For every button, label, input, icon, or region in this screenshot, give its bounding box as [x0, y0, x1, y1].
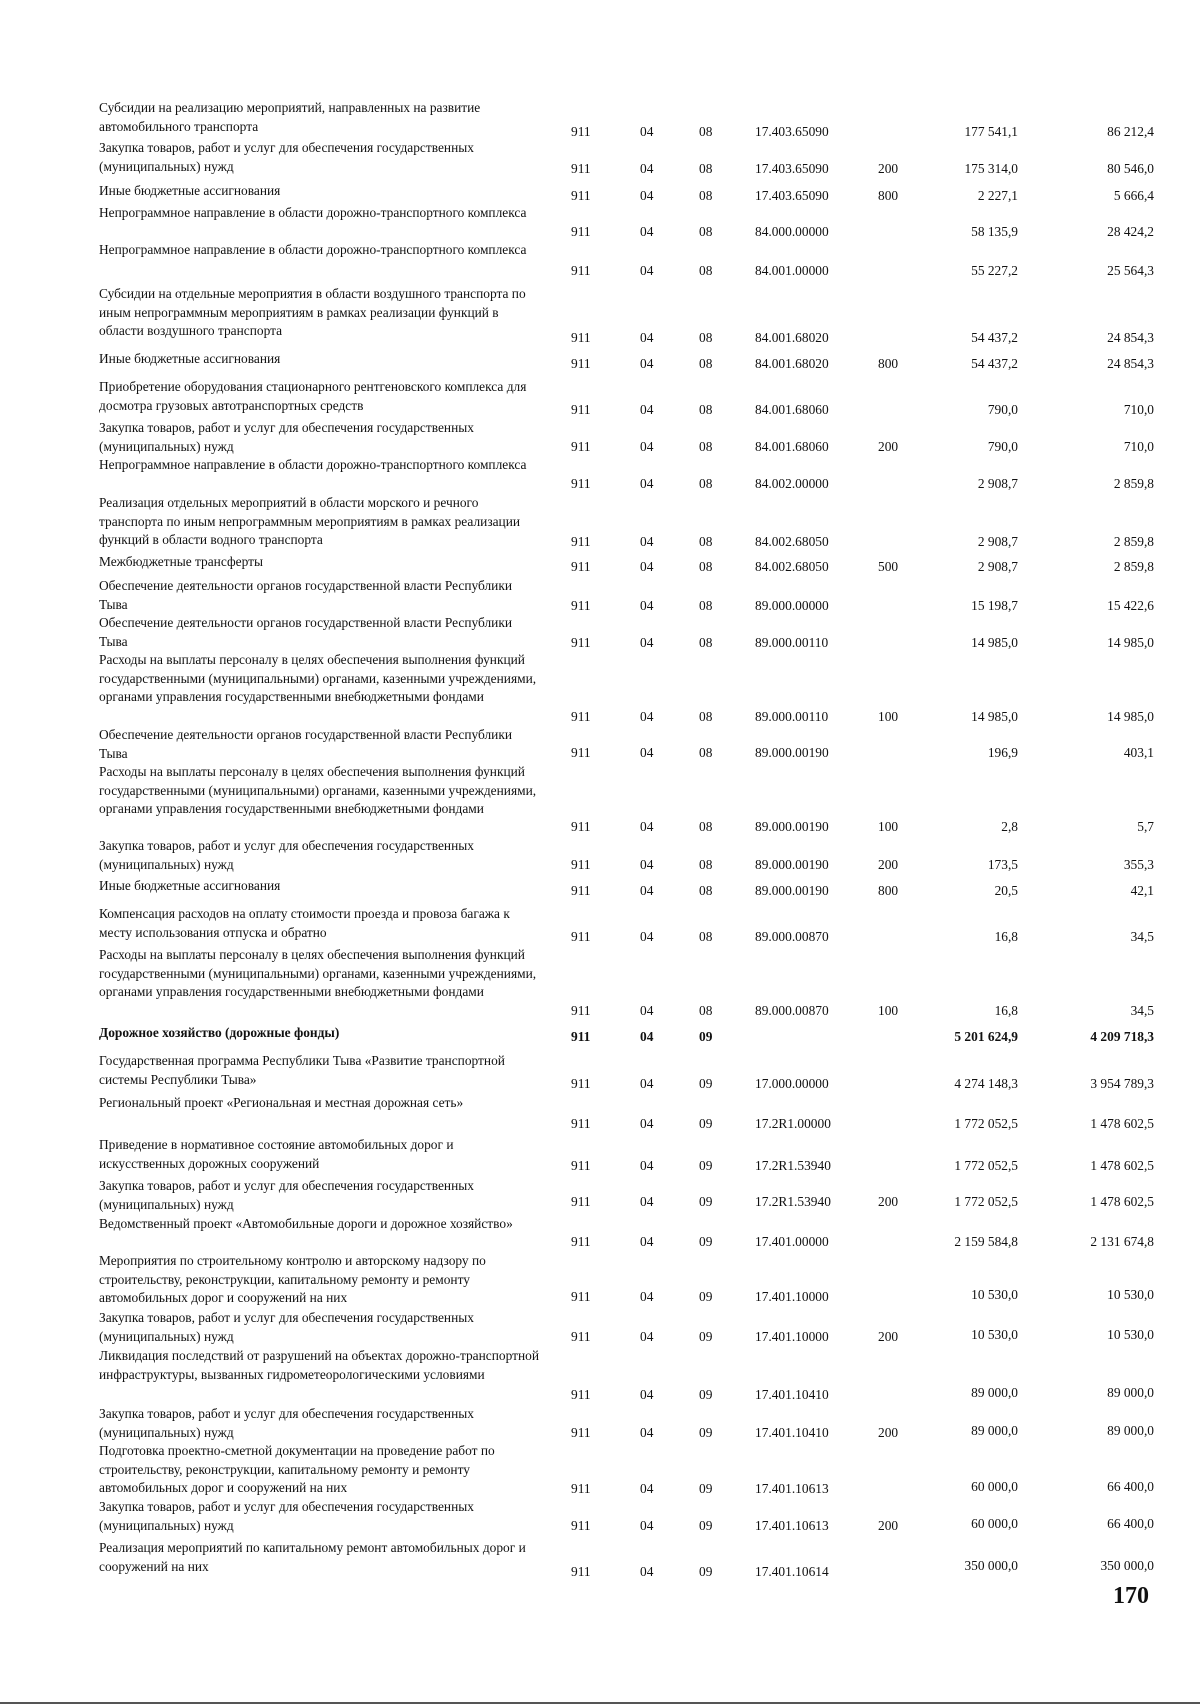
row-ved: 911 [571, 330, 591, 345]
row-ved: 911 [571, 1116, 591, 1131]
row-sum2: 15 422,6 [1107, 598, 1154, 613]
row-rz: 04 [640, 1518, 654, 1533]
row-ved: 911 [571, 929, 591, 944]
row-sum2: 1 478 602,5 [1090, 1194, 1154, 1209]
row-sum2: 2 859,8 [1113, 534, 1154, 549]
row-cs: 84.002.68050 [755, 534, 829, 549]
row-name: Закупка товаров, работ и услуг для обеспечения государственных (муниципальных) нужд [99, 1406, 474, 1440]
row-name: Межбюджетные трансферты [99, 554, 263, 569]
row-vr: 800 [878, 883, 899, 898]
row-rz: 04 [640, 263, 654, 278]
row-pr: 08 [699, 224, 713, 239]
row-pr: 08 [699, 598, 713, 613]
row-ved: 911 [571, 224, 591, 239]
row-pr: 08 [699, 635, 713, 650]
row-cs: 84.001.68020 [755, 330, 829, 345]
row-ved: 911 [571, 1518, 591, 1533]
row-pr: 09 [699, 1194, 713, 1209]
row-sum2: 1 478 602,5 [1090, 1116, 1154, 1131]
row-rz: 04 [640, 598, 654, 613]
row-ved: 911 [571, 161, 591, 176]
row-vr: 200 [878, 1518, 899, 1533]
row-pr: 08 [699, 559, 713, 574]
row-rz: 04 [640, 476, 654, 491]
row-sum1: 1 772 052,5 [954, 1116, 1018, 1131]
row-rz: 04 [640, 439, 654, 454]
row-sum2: 2 859,8 [1113, 559, 1154, 574]
row-ved: 911 [571, 1289, 591, 1304]
row-name: Непрограммное направление в области дорожно-транспортного комплекса [99, 205, 527, 220]
row-sum1: 10 530,0 [971, 1287, 1018, 1302]
row-ved: 911 [571, 1076, 591, 1091]
row-rz: 04 [640, 1329, 654, 1344]
row-sum2: 5 666,4 [1113, 188, 1154, 203]
row-vr: 200 [878, 857, 899, 872]
row-sum2: 24 854,3 [1107, 330, 1154, 345]
row-sum2: 5,7 [1137, 819, 1154, 834]
row-pr: 09 [699, 1158, 713, 1173]
row-rz: 04 [640, 1234, 654, 1249]
row-sum2: 710,0 [1123, 439, 1154, 454]
row-sum1: 173,5 [987, 857, 1018, 872]
row-sum1: 55 227,2 [971, 263, 1018, 278]
row-sum1: 4 274 148,3 [954, 1076, 1018, 1091]
row-sum2: 350 000,0 [1100, 1558, 1154, 1573]
row-name: Закупка товаров, работ и услуг для обеспечения государственных (муниципальных) нужд [99, 838, 474, 872]
row-pr: 08 [699, 534, 713, 549]
row-rz: 04 [640, 330, 654, 345]
row-name: Субсидии на реализацию мероприятий, направленных на развитие автомобильного транспорта [99, 100, 481, 134]
row-sum2: 80 546,0 [1107, 161, 1154, 176]
row-ved: 911 [571, 1158, 591, 1173]
row-rz: 04 [640, 1158, 654, 1173]
row-pr: 08 [699, 263, 713, 278]
row-cs: 17.401.10000 [755, 1289, 829, 1304]
row-sum2: 10 530,0 [1107, 1327, 1154, 1342]
row-ved: 911 [571, 476, 591, 491]
row-sum2: 2 131 674,8 [1090, 1234, 1154, 1249]
row-vr: 100 [878, 819, 899, 834]
row-cs: 17.401.10614 [755, 1564, 829, 1579]
row-ved: 911 [571, 635, 591, 650]
row-ved: 911 [571, 1425, 591, 1440]
row-rz: 04 [640, 1289, 654, 1304]
row-ved: 911 [571, 1329, 591, 1344]
row-sum1: 196,9 [987, 745, 1018, 760]
row-name: Закупка товаров, работ и услуг для обеспечения государственных (муниципальных) нужд [99, 1499, 474, 1533]
row-vr: 200 [878, 1425, 899, 1440]
row-name: Приобретение оборудования стационарного рентгеновского комплекса для досмотра грузовых автотранспортных средств [99, 379, 527, 413]
row-ved: 911 [571, 1194, 591, 1209]
row-vr: 500 [878, 559, 899, 574]
row-ved: 911 [571, 534, 591, 549]
row-ved: 911 [571, 559, 591, 574]
row-cs: 17.401.10613 [755, 1481, 829, 1496]
row-pr: 08 [699, 1003, 713, 1018]
row-sum2: 86 212,4 [1107, 124, 1154, 139]
row-rz: 04 [640, 1564, 654, 1579]
row-ved: 911 [571, 356, 591, 371]
row-rz: 04 [640, 1029, 654, 1044]
row-rz: 04 [640, 1481, 654, 1496]
row-cs: 17.2R1.53940 [755, 1194, 831, 1209]
row-sum1: 10 530,0 [971, 1327, 1018, 1342]
row-sum2: 1 478 602,5 [1090, 1158, 1154, 1173]
row-pr: 08 [699, 330, 713, 345]
row-cs: 89.000.00870 [755, 929, 829, 944]
row-name: Расходы на выплаты персоналу в целях обеспечения выполнения функций государственными (муниципальными) органами, казенными учреждениями, органами управления государственными внебюджетными фондами [99, 947, 537, 999]
row-ved: 911 [571, 188, 591, 203]
row-cs: 84.000.00000 [755, 224, 829, 239]
row-name: Обеспечение деятельности органов государственной власти Республики Тыва [99, 615, 513, 649]
row-sum2: 403,1 [1123, 745, 1154, 760]
row-sum2: 89 000,0 [1107, 1385, 1154, 1400]
row-rz: 04 [640, 857, 654, 872]
row-pr: 09 [699, 1289, 713, 1304]
row-cs: 84.002.68050 [755, 559, 829, 574]
row-sum1: 60 000,0 [971, 1479, 1018, 1494]
row-vr: 200 [878, 1329, 899, 1344]
row-cs: 17.401.10410 [755, 1387, 829, 1402]
row-sum2: 28 424,2 [1107, 224, 1154, 239]
row-name: Подготовка проектно-сметной документации на проведение работ по строительству, реконструкции, капитальному ремонту и ремонту автомобильных дорог и сооружений на них [99, 1443, 495, 1495]
row-cs: 84.001.68060 [755, 439, 829, 454]
row-name: Иные бюджетные ассигнования [99, 878, 281, 893]
row-vr: 100 [878, 1003, 899, 1018]
row-cs: 17.000.00000 [755, 1076, 829, 1091]
row-sum1: 5 201 624,9 [954, 1029, 1018, 1044]
row-sum1: 14 985,0 [971, 635, 1018, 650]
row-rz: 04 [640, 1116, 654, 1131]
row-sum2: 66 400,0 [1107, 1516, 1154, 1531]
row-sum1: 58 135,9 [971, 224, 1018, 239]
row-name: Обеспечение деятельности органов государственной власти Республики Тыва [99, 727, 513, 761]
row-sum2: 34,5 [1130, 1003, 1154, 1018]
row-cs: 17.401.10613 [755, 1518, 829, 1533]
row-rz: 04 [640, 1194, 654, 1209]
row-pr: 08 [699, 188, 713, 203]
row-name: Закупка товаров, работ и услуг для обеспечения государственных (муниципальных) нужд [99, 420, 474, 454]
row-cs: 17.401.10000 [755, 1329, 829, 1344]
row-rz: 04 [640, 1425, 654, 1440]
row-ved: 911 [571, 883, 591, 898]
row-pr: 09 [699, 1234, 713, 1249]
row-ved: 911 [571, 1003, 591, 1018]
row-sum1: 89 000,0 [971, 1423, 1018, 1438]
row-sum2: 66 400,0 [1107, 1479, 1154, 1494]
row-rz: 04 [640, 124, 654, 139]
row-rz: 04 [640, 402, 654, 417]
row-name: Ведомственный проект «Автомобильные дороги и дорожное хозяйство» [99, 1216, 513, 1231]
row-sum1: 1 772 052,5 [954, 1194, 1018, 1209]
row-sum1: 2 908,7 [977, 559, 1018, 574]
row-sum2: 24 854,3 [1107, 356, 1154, 371]
row-cs: 89.000.00000 [755, 598, 829, 613]
row-name: Дорожное хозяйство (дорожные фонды) [99, 1025, 340, 1040]
row-sum2: 4 209 718,3 [1090, 1029, 1154, 1044]
row-pr: 08 [699, 709, 713, 724]
row-name: Государственная программа Республики Тыва «Развитие транспортной системы Республики Тыва» [99, 1053, 505, 1087]
row-sum1: 2,8 [1001, 819, 1018, 834]
row-ved: 911 [571, 819, 591, 834]
row-cs: 17.401.00000 [755, 1234, 829, 1249]
scan-edge-line [0, 1702, 1200, 1704]
row-name: Компенсация расходов на оплату стоимости проезда и провоза багажа к месту использования отпуска и обратно [99, 906, 510, 940]
row-sum1: 89 000,0 [971, 1385, 1018, 1400]
row-ved: 911 [571, 439, 591, 454]
row-pr: 09 [699, 1329, 713, 1344]
row-pr: 08 [699, 356, 713, 371]
row-rz: 04 [640, 559, 654, 574]
row-name: Ликвидация последствий от разрушений на объектах дорожно-транспортной инфраструктуры, вызванных гидрометеорологическими условиями [99, 1348, 539, 1382]
row-name: Иные бюджетные ассигнования [99, 183, 281, 198]
row-pr: 09 [699, 1425, 713, 1440]
row-cs: 89.000.00110 [755, 635, 829, 650]
row-sum1: 16,8 [994, 1003, 1018, 1018]
row-cs: 89.000.00110 [755, 709, 829, 724]
row-vr: 800 [878, 188, 899, 203]
row-sum1: 54 437,2 [971, 330, 1018, 345]
row-pr: 08 [699, 161, 713, 176]
row-sum1: 54 437,2 [971, 356, 1018, 371]
row-vr: 800 [878, 356, 899, 371]
row-ved: 911 [571, 124, 591, 139]
row-rz: 04 [640, 745, 654, 760]
row-pr: 09 [699, 1387, 713, 1402]
row-ved: 911 [571, 745, 591, 760]
row-rz: 04 [640, 1076, 654, 1091]
row-sum2: 14 985,0 [1107, 709, 1154, 724]
row-sum1: 790,0 [987, 402, 1018, 417]
row-rz: 04 [640, 161, 654, 176]
row-sum2: 25 564,3 [1107, 263, 1154, 278]
row-rz: 04 [640, 1003, 654, 1018]
row-name: Реализация мероприятий по капитальному ремонт автомобильных дорог и сооружений на них [99, 1540, 526, 1574]
row-sum2: 710,0 [1123, 402, 1154, 417]
row-sum1: 177 541,1 [964, 124, 1018, 139]
row-sum1: 2 908,7 [977, 534, 1018, 549]
row-pr: 08 [699, 402, 713, 417]
row-vr: 200 [878, 439, 899, 454]
row-cs: 84.001.68020 [755, 356, 829, 371]
row-rz: 04 [640, 635, 654, 650]
row-rz: 04 [640, 188, 654, 203]
row-sum2: 89 000,0 [1107, 1423, 1154, 1438]
row-rz: 04 [640, 224, 654, 239]
row-pr: 09 [699, 1116, 713, 1131]
row-rz: 04 [640, 356, 654, 371]
row-pr: 08 [699, 929, 713, 944]
row-pr: 09 [699, 1076, 713, 1091]
row-ved: 911 [571, 1387, 591, 1402]
row-ved: 911 [571, 598, 591, 613]
row-sum2: 42,1 [1130, 883, 1154, 898]
row-name: Расходы на выплаты персоналу в целях обеспечения выполнения функций государственными (муниципальными) органами, казенными учреждениями, органами управления государственными внебюджетными фондами [99, 764, 537, 816]
row-ved: 911 [571, 1029, 591, 1044]
row-cs: 17.2R1.53940 [755, 1158, 831, 1173]
row-cs: 17.403.65090 [755, 124, 829, 139]
page-number: 170 [1113, 1583, 1149, 1609]
row-pr: 08 [699, 439, 713, 454]
row-pr: 08 [699, 476, 713, 491]
row-sum1: 350 000,0 [964, 1558, 1018, 1573]
row-vr: 200 [878, 1194, 899, 1209]
row-ved: 911 [571, 1234, 591, 1249]
row-ved: 911 [571, 1481, 591, 1496]
row-cs: 89.000.00190 [755, 819, 829, 834]
row-name: Региональный проект «Региональная и местная дорожная сеть» [99, 1095, 464, 1110]
row-sum2: 2 859,8 [1113, 476, 1154, 491]
row-sum1: 2 908,7 [977, 476, 1018, 491]
row-rz: 04 [640, 819, 654, 834]
row-rz: 04 [640, 1387, 654, 1402]
row-name: Мероприятия по строительному контролю и авторскому надзору по строительству, реконструкции, капитальному ремонту и ремонту автомобильных дорог и сооружений на них [99, 1253, 486, 1305]
row-rz: 04 [640, 709, 654, 724]
row-sum1: 1 772 052,5 [954, 1158, 1018, 1173]
row-pr: 09 [699, 1029, 713, 1044]
row-name: Иные бюджетные ассигнования [99, 351, 281, 366]
row-sum1: 175 314,0 [964, 161, 1018, 176]
row-name: Субсидии на отдельные мероприятия в области воздушного транспорта по иным непрограммным мероприятиям в рамках реализации функций в области воздушного транспорта [99, 286, 526, 338]
row-rz: 04 [640, 883, 654, 898]
row-sum2: 3 954 789,3 [1090, 1076, 1154, 1091]
row-rz: 04 [640, 534, 654, 549]
row-ved: 911 [571, 709, 591, 724]
row-name: Непрограммное направление в области дорожно-транспортного комплекса [99, 457, 527, 472]
row-name: Непрограммное направление в области дорожно-транспортного комплекса [99, 242, 527, 257]
row-pr: 09 [699, 1481, 713, 1496]
row-sum2: 14 985,0 [1107, 635, 1154, 650]
row-name: Расходы на выплаты персоналу в целях обеспечения выполнения функций государственными (муниципальными) органами, казенными учреждениями, органами управления государственными внебюджетными фондами [99, 652, 537, 704]
row-pr: 09 [699, 1564, 713, 1579]
row-cs: 84.002.00000 [755, 476, 829, 491]
row-cs: 89.000.00870 [755, 1003, 829, 1018]
row-sum1: 20,5 [994, 883, 1018, 898]
row-vr: 200 [878, 161, 899, 176]
row-cs: 89.000.00190 [755, 883, 829, 898]
row-ved: 911 [571, 402, 591, 417]
row-sum1: 16,8 [994, 929, 1018, 944]
row-sum1: 790,0 [987, 439, 1018, 454]
row-sum1: 2 227,1 [977, 188, 1018, 203]
row-vr: 100 [878, 709, 899, 724]
row-sum1: 14 985,0 [971, 709, 1018, 724]
row-pr: 08 [699, 745, 713, 760]
row-name: Обеспечение деятельности органов государственной власти Республики Тыва [99, 578, 513, 612]
row-ved: 911 [571, 1564, 591, 1579]
row-pr: 09 [699, 1518, 713, 1533]
row-pr: 08 [699, 124, 713, 139]
row-sum1: 2 159 584,8 [954, 1234, 1018, 1249]
row-pr: 08 [699, 857, 713, 872]
row-cs: 84.001.00000 [755, 263, 829, 278]
row-sum2: 10 530,0 [1107, 1287, 1154, 1302]
row-sum2: 34,5 [1130, 929, 1154, 944]
row-name: Приведение в нормативное состояние автомобильных дорог и искусственных дорожных сооружений [99, 1137, 454, 1171]
row-pr: 08 [699, 883, 713, 898]
row-pr: 08 [699, 819, 713, 834]
row-name: Реализация отдельных мероприятий в области морского и речного транспорта по иным непрограммным мероприятиям в рамках реализации функций в области водного транспорта [99, 495, 521, 547]
row-cs: 17.403.65090 [755, 188, 829, 203]
row-name: Закупка товаров, работ и услуг для обеспечения государственных (муниципальных) нужд [99, 1310, 474, 1344]
row-rz: 04 [640, 929, 654, 944]
row-ved: 911 [571, 263, 591, 278]
row-cs: 84.001.68060 [755, 402, 829, 417]
row-name: Закупка товаров, работ и услуг для обеспечения государственных (муниципальных) нужд [99, 140, 474, 174]
row-cs: 17.403.65090 [755, 161, 829, 176]
row-ved: 911 [571, 857, 591, 872]
row-cs: 89.000.00190 [755, 745, 829, 760]
row-sum1: 60 000,0 [971, 1516, 1018, 1531]
row-cs: 17.401.10410 [755, 1425, 829, 1440]
row-cs: 17.2R1.00000 [755, 1116, 831, 1131]
row-cs: 89.000.00190 [755, 857, 829, 872]
row-sum1: 15 198,7 [971, 598, 1018, 613]
row-name: Закупка товаров, работ и услуг для обеспечения государственных (муниципальных) нужд [99, 1178, 474, 1212]
row-sum2: 355,3 [1123, 857, 1154, 872]
